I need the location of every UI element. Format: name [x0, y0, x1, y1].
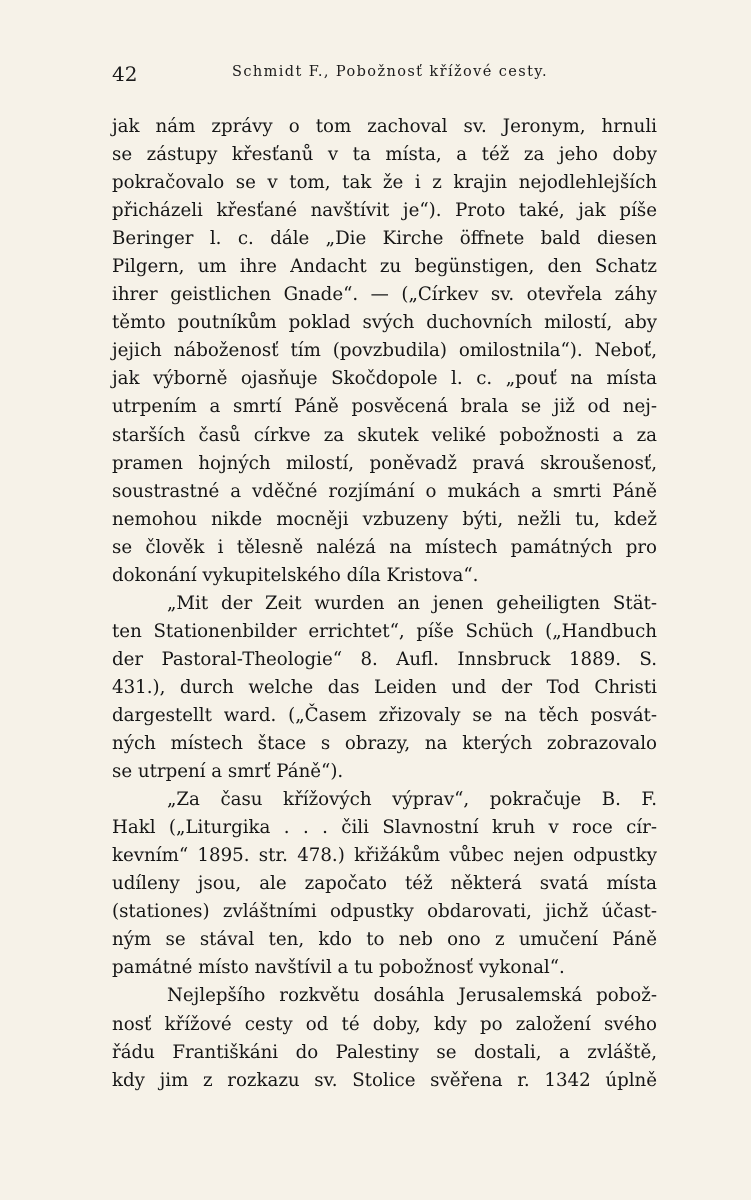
text-line: se zástupy křesťanů v ta místa, a též za jeho doby	[112, 144, 657, 166]
text-line: Nejlepšího rozkvětu dosáhla Jerusalemská pobož-	[167, 985, 657, 1007]
text-line: kdy jim z rozkazu sv. Stolice svěřena r. 1342 úplně	[112, 1069, 657, 1091]
text-line: nemohou nikde mocněji vzbuzeny býti, nežli tu, kdež	[112, 508, 657, 530]
text-line: udíleny jsou, ale započato též některá svatá místa	[112, 873, 657, 895]
text-line: přicházeli křesťané navštívit je“). Proto také, jak píše	[112, 200, 657, 222]
text-line: kevním“ 1895. str. 478.) křižákům vůbec nejen odpustky	[112, 845, 657, 867]
text-line: Pilgern, um ihre Andacht zu begünstigen, den Schatz	[112, 256, 657, 278]
text-line: nosť křížové cesty od té doby, kdy po založení svého	[112, 1013, 657, 1035]
text-line: ných místech štace s obrazy, na kterých zobrazovalo	[112, 733, 657, 755]
text-line: památné místo navštívil a tu pobožnosť vykonal“.	[112, 957, 565, 979]
running-head	[112, 62, 657, 92]
text-line: ným se stával ten, kdo to neb ono z umučení Páně	[112, 929, 657, 951]
text-line: utrpením a smrtí Páně posvěcená brala se již od nej-	[112, 396, 657, 418]
running-title: Schmidt F., Pobožnosť křížové cesty.	[232, 64, 548, 80]
text-line: „Mit der Zeit wurden an jenen geheiligten Stät-	[167, 592, 657, 614]
text-line: jak nám zprávy o tom zachoval sv. Jeronym, hrnuli	[112, 116, 657, 137]
text-line: ten Stationenbilder errichtet“, píše Schüch („Handbuch	[112, 620, 657, 642]
text-line: řádu Františkáni do Palestiny se dostali, a zvláště,	[112, 1041, 657, 1063]
text-line: těmto poutníkům poklad svých duchovních milostí, aby	[112, 312, 657, 334]
text-line: 431.), durch welche das Leiden und der Tod Christi	[112, 676, 657, 698]
text-line: dokonání vykupitelského díla Kristova“.	[112, 564, 479, 586]
text-line: starších časů církve za skutek veliké pobožnosti a za	[112, 424, 657, 446]
text-line: jak výborně ojasňuje Skočdopole l. c. „pouť na místa	[112, 368, 657, 390]
text-line: der Pastoral-Theologie“ 8. Aufl. Innsbruck 1889. S.	[112, 648, 657, 670]
text-line: pokračovalo se v tom, tak že i z krajin nejodlehlejších	[112, 172, 657, 194]
text-line: se člověk i tělesně nalézá na místech památných pro	[112, 536, 657, 558]
text-line: jejich náboženosť tím (povzbudila) omilostnila“). Neboť,	[112, 340, 657, 362]
text-line: se utrpení a smrť Páně“).	[112, 761, 344, 783]
text-line: dargestellt ward. („Časem zřizovaly se na těch posvát-	[112, 704, 657, 726]
text-line: (stationes) zvláštními odpustky obdarovati, jichž účast-	[112, 901, 657, 923]
text-line: ihrer geistlichen Gnade“. — („Církev sv. otevřela záhy	[112, 284, 657, 306]
text-line: „Za času křížových výprav“, pokračuje B. F.	[167, 789, 657, 811]
text-line: pramen hojných milostí, poněvadž pravá skroušenosť,	[112, 452, 657, 474]
text-line: Hakl („Liturgika . . . čili Slavnostní kruh v roce cír-	[112, 817, 657, 839]
text-line: soustrastné a vděčné rozjímání o mukách a smrti Páně	[112, 480, 657, 502]
text-line: Beringer l. c. dále „Die Kirche öffnete bald diesen	[112, 228, 657, 250]
body-text	[112, 113, 657, 1095]
page-number: 42	[112, 62, 138, 86]
